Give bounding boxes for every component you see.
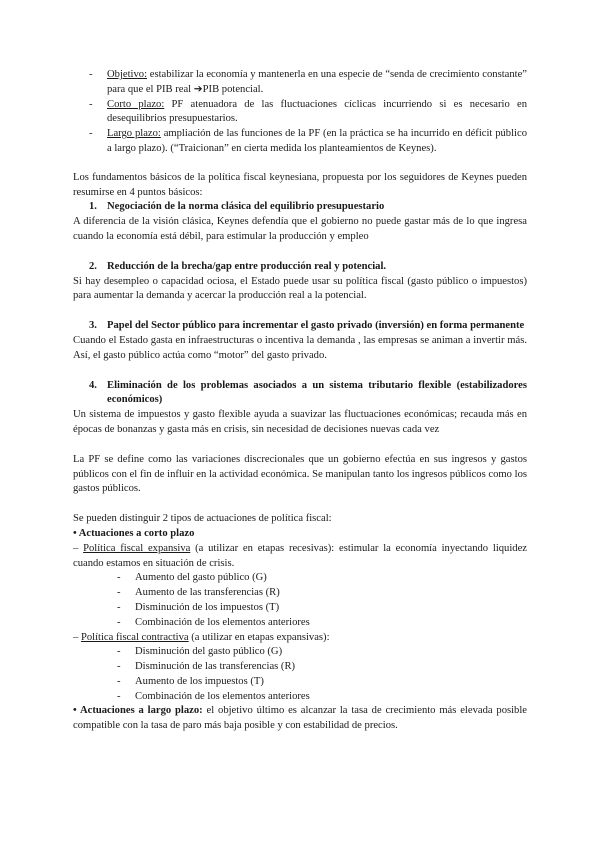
- contractive-item: - Disminución de las transferencias (R): [73, 660, 527, 675]
- expansive-prefix: –: [73, 542, 84, 554]
- expansive-policy: [73, 542, 527, 572]
- contractive-term: Política fiscal contractiva: [80, 631, 189, 643]
- intro-item-objective: [73, 68, 527, 98]
- expansive-item: - Combinación de los elementos anteriores: [73, 616, 527, 631]
- long-term-text: el objetivo último es alcanzar la tasa de crecimiento más elevada posible compatible con la tasa de paro más baja posible y con estabilidad de precios.: [73, 705, 528, 732]
- dash-bullet-icon: -: [117, 690, 121, 702]
- expansive-term: Política fiscal expansiva: [83, 542, 191, 554]
- point-number: 3.: [89, 320, 97, 332]
- point-4-body: Un sistema de impuestos y gasto flexible ayuda a suavizar las fluctuaciones económicas; recauda más en épocas de bonanzas y gasta más en crisis, sin necesidad de decisiones nuevas cada vez: [73, 409, 527, 435]
- expansive-item: - Aumento de las transferencias (R): [73, 586, 527, 601]
- dash-bullet-icon: -: [117, 646, 121, 658]
- long-term-paragraph: [73, 704, 527, 734]
- short-term-heading-text: • Actuaciones a corto plazo: [73, 527, 195, 539]
- dash-bullet-icon: -: [89, 128, 93, 140]
- dash-bullet-icon: -: [117, 587, 121, 599]
- contractive-text: (a utilizar en etapas expansivas):: [188, 631, 330, 643]
- point-2-body: Si hay desempleo o capacidad ociosa, el Estado puede usar su política fiscal (gasto público o impuestos) para aumentar la demanda y acercar la producción real a la potencial.: [73, 275, 527, 302]
- expansive-item: - Aumento del gasto público (G): [73, 571, 527, 586]
- text-long-term: ampliación de las funciones de la PF (en la práctica se ha incurrido en déficit público a largo plazo). (“Traicionan” en cierta medida los planteamientos de Keynes).: [107, 128, 527, 154]
- intro-item-short-term: [73, 98, 527, 128]
- point-3-heading: [73, 319, 527, 334]
- point-title: Eliminación de los problemas asociados a un sistema tributario flexible (estabilizadores económicos): [107, 379, 527, 406]
- contractive-policy: [73, 631, 527, 646]
- expansive-text: (a utilizar en etapas recesivas): estimular la economía inyectando liquidez cuando estamos en situación de crisis.: [73, 542, 527, 569]
- point-4-heading: [73, 379, 527, 409]
- expansive-item: - Disminución de los impuestos (T): [73, 601, 527, 616]
- dash-bullet-icon: -: [117, 572, 121, 584]
- dash-bullet-icon: -: [117, 675, 121, 687]
- point-title: Negociación de la norma clásica del equilibrio presupuestario: [107, 201, 385, 213]
- contractive-item: - Combinación de los elementos anteriores: [73, 690, 527, 705]
- point-3-body: Cuando el Estado gasta en infraestructuras o incentiva la demanda , las empresas se animan a invertir más. Así, el gasto público actúa como “motor” del gasto privado.: [73, 334, 527, 361]
- fundamentals-intro: Los fundamentos básicos de la política fiscal keynesiana, propuesta por los seguidores de Keynes pueden resumirse en 4 puntos básicos:: [73, 171, 527, 198]
- term-short-term: Corto plazo:: [107, 98, 165, 110]
- intro-item-long-term: [73, 127, 527, 157]
- point-1-body: A diferencia de la visión clásica, Keynes defendía que el gobierno no puede gastar más de lo que ingresa cuando la economía está débil, para estimular la producción y empleo: [73, 216, 527, 242]
- contractive-item: - Disminución del gasto público (G): [73, 645, 527, 660]
- term-long-term: Largo plazo:: [107, 128, 161, 140]
- dash-bullet-icon: -: [89, 98, 93, 110]
- dash-bullet-icon: -: [89, 69, 93, 80]
- long-term-heading: • Actuaciones a largo plazo:: [73, 705, 203, 717]
- dash-bullet-icon: -: [117, 661, 121, 673]
- contractive-prefix: –: [73, 631, 81, 643]
- point-title: Papel del Sector público para incrementar el gasto privado (inversión) en forma permanente: [107, 320, 525, 332]
- point-2-heading: [73, 260, 527, 275]
- point-1-heading: [73, 200, 527, 215]
- types-intro: Se pueden distinguir 2 tipos de actuaciones de política fiscal:: [73, 513, 332, 525]
- term-objective: Objetivo:: [107, 69, 148, 80]
- point-title: Reducción de la brecha/gap entre producción real y potencial.: [107, 260, 387, 272]
- contractive-item: - Aumento de los impuestos (T): [73, 675, 527, 690]
- point-number: 4.: [89, 379, 97, 391]
- short-term-heading: [73, 527, 527, 542]
- dash-bullet-icon: -: [117, 601, 121, 613]
- document-page: [73, 68, 527, 734]
- text-short-term: PF atenuadora de las fluctuaciones cíclicas incurriendo si es necesario en desequilibrios presupuestarios.: [107, 98, 527, 125]
- pf-definition: La PF se define como las variaciones discrecionales que un gobierno efectúa en sus ingresos y gastos públicos con el fin de influir en la actividad económica. Se manipulan tanto los ingresos públicos como los gastos públicos.: [73, 453, 527, 495]
- point-number: 2.: [89, 260, 97, 272]
- text-objective: estabilizar la economía y mantenerla en una especie de “senda de crecimiento constante” para que el PIB real ➔PIB potencial.: [107, 69, 527, 95]
- dash-bullet-icon: -: [117, 616, 121, 628]
- point-number: 1.: [89, 201, 97, 213]
